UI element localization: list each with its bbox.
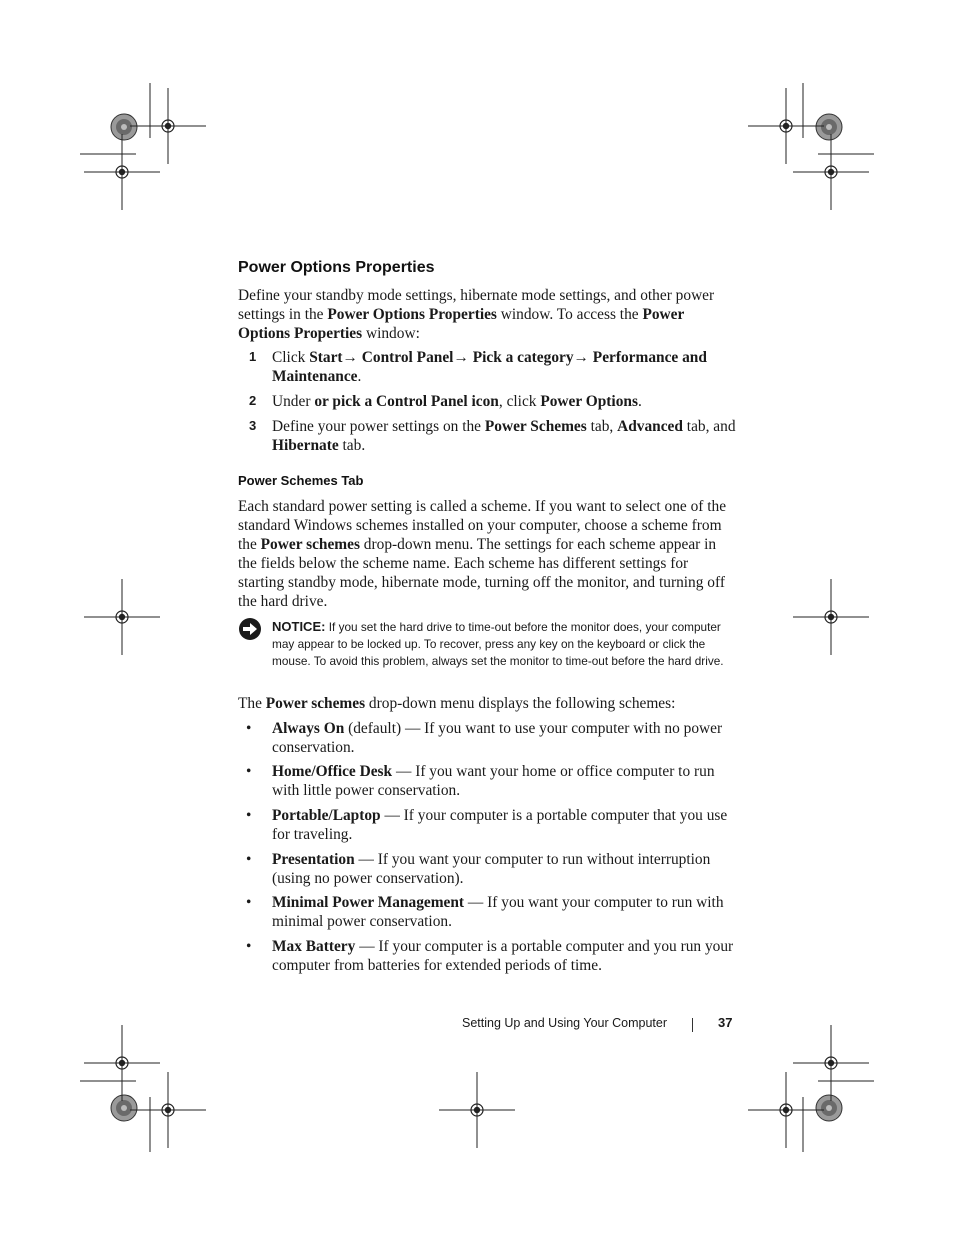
registration-cross-icon: [84, 134, 160, 210]
registration-disc-icon: [816, 1095, 842, 1121]
section-title: Power Options Properties: [238, 259, 435, 276]
registration-cross-icon: [748, 1072, 824, 1148]
step-number: 1: [249, 349, 257, 364]
registration-cross-icon: [84, 1025, 160, 1101]
page-number: 37: [718, 1015, 733, 1030]
schemes-paragraph: Each standard power setting is called a scheme. If you want to select one of the standard Windows schemes installed on your computer, choose a scheme from the Power schemes drop-down menu. The settings for each scheme appear in the fields below the scheme name. Each scheme has different settings for starting standby mode, hibernate mode, turning off the monitor, and turning off the hard drive.: [238, 498, 727, 610]
bullet-icon: •: [246, 938, 252, 955]
list-intro: The Power schemes drop-down menu displays the following schemes:: [238, 695, 676, 712]
step-number: 3: [249, 418, 257, 433]
registration-disc-icon: [111, 114, 137, 140]
registration-cross-icon: [439, 1072, 515, 1148]
registration-cross-icon: [793, 579, 869, 655]
document-page: Power Options Properties Define your standby mode settings, hibernate mode settings, and other power settings in the Power Options Properties window. To access the Power Options Properties window: 1 Click Start→ Control Panel→ Pick a category→ Performance and Maintenance. 2 Under or pick a Control Panel icon, click Power Options. 3 Define your power settings on the Power Schemes tab, Advanced tab, and Hibernate tab. Power Schemes Tab Each standard power setting is called a scheme. If you want to select one of the standard Windows schemes installed on your computer, choose a scheme from the Power schemes drop-down menu. The settings for each scheme appear in the fields below the scheme name. Each scheme has different settings for starting standby mode, hibernate mode, turning off the monitor, and turning off the hard drive. NOTICE: If you set the hard drive to time-out before the monitor does, your computer may appear to be locked up. To recover, press any key on the keyboard or click the mouse. To avoid this problem, always set the monitor to time-out before the hard drive. The Power schemes drop-down menu displays the following schemes: • Always On (default) — If you want to use your computer with no power conservation. • Home/Office Desk — If you want your home or office computer to run with little power conservation. • Portable/Laptop — If your computer is a portable computer that you use for traveling. • Presentation — If you want your computer to run without interruption (using no power conservation). • Minimal Power Management — If you want your computer to run with minimal power conservation. • Max Battery — If your computer is a portable computer and you run your computer from batteries for extended periods of time. Setting Up and Using Your Computer 37: [0, 0, 954, 1235]
registration-disc-icon: [816, 114, 842, 140]
intro-paragraph: Define your standby mode settings, hibernate mode settings, and other power settings in the Power Options Properties window. To access the Power Options Properties window:: [238, 287, 715, 342]
footer-section-name: Setting Up and Using Your Computer: [462, 1016, 667, 1030]
notice-arrow-icon: [238, 617, 262, 641]
subsection-title: Power Schemes Tab: [238, 473, 364, 488]
registration-cross-icon: [793, 134, 869, 210]
bullet-icon: •: [246, 894, 252, 911]
registration-cross-icon: [130, 1072, 206, 1148]
bullet-icon: •: [246, 807, 252, 824]
bullet-icon: •: [246, 720, 252, 737]
bullet-icon: •: [246, 763, 252, 780]
notice-label: NOTICE:: [272, 619, 326, 634]
registration-cross-icon: [748, 88, 824, 164]
step-number: 2: [249, 393, 257, 408]
registration-cross-icon: [793, 1025, 869, 1101]
bullet-icon: •: [246, 851, 252, 868]
registration-disc-icon: [111, 1095, 137, 1121]
registration-cross-icon: [84, 579, 160, 655]
registration-cross-icon: [130, 88, 206, 164]
footer-divider: [692, 1018, 693, 1032]
